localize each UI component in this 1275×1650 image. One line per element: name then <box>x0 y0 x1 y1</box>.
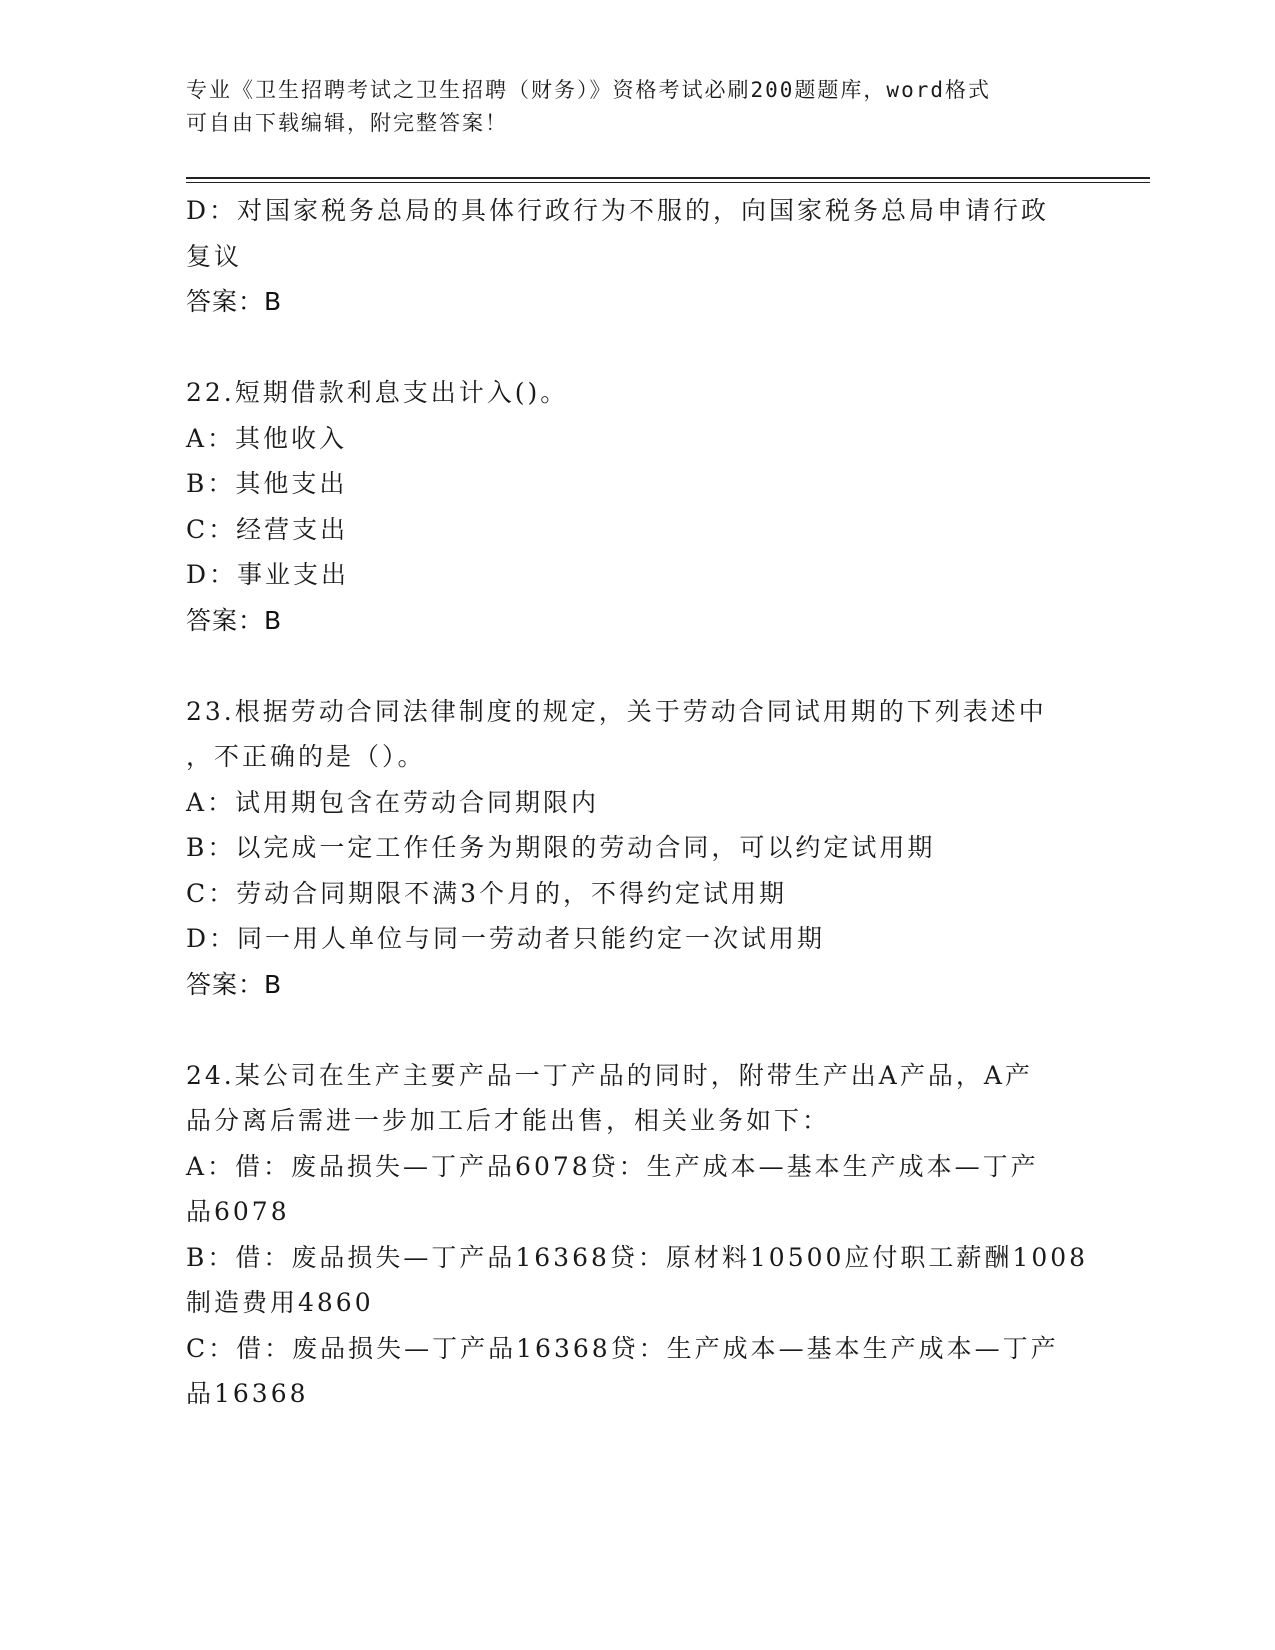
q24-option-a-line-2: 品6078 <box>186 1197 290 1226</box>
q22-option-c: C：经营支出 <box>186 514 349 544</box>
document-header <box>186 74 1066 140</box>
q22-answer: 答案：B <box>186 605 283 635</box>
q22-option-d: D：事业支出 <box>186 560 350 589</box>
spacer <box>186 643 1086 689</box>
q21-answer: 答案：B <box>186 287 283 316</box>
q24-question-line-2: 品分离后需进一步加工后才能出售，相关业务如下： <box>186 1106 831 1135</box>
header-divider <box>186 177 1150 183</box>
q22-question: 22.短期借款利息支出计入()。 <box>186 378 569 407</box>
q23-option-b: B：以完成一定工作任务为期限的劳动合同，可以约定试用期 <box>186 833 936 862</box>
q23-answer: 答案：B <box>186 969 283 999</box>
q24-option-c-line-1: C：借：废品损失—丁产品16368贷：生产成本—基本生产成本—丁产 <box>186 1333 1059 1363</box>
q23-question-line-2: ，不正确的是（）。 <box>186 742 426 771</box>
header-title-line-1: 专业《卫生招聘考试之卫生招聘（财务）》资格考试必刷200题题库，word格式 <box>186 78 991 102</box>
q24-option-b-line-1: B：借：废品损失—丁产品16368贷：原材料10500应付职工薪酬1008 <box>186 1242 1089 1272</box>
header-title-line-2: 可自由下载编辑，附完整答案！ <box>186 111 508 135</box>
q24-question-line-1: 24.某公司在生产主要产品一丁产品的同时，附带生产出A产品，A产 <box>186 1060 1033 1090</box>
spacer <box>186 1007 1086 1053</box>
q24-option-b-line-2: 制造费用4860 <box>186 1288 374 1317</box>
q23-option-c: C：劳动合同期限不满3个月的，不得约定试用期 <box>186 878 788 908</box>
q24-option-c-line-2: 品16368 <box>186 1379 309 1408</box>
spacer <box>186 325 1086 371</box>
q21-option-d-line-1: D：对国家税务总局的具体行政行为不服的，向国家税务总局申请行政 <box>186 196 1050 225</box>
q21-option-d-line-2: 复议 <box>186 241 243 271</box>
q22-option-b: B：其他支出 <box>186 469 348 498</box>
q23-option-d: D：同一用人单位与同一劳动者只能约定一次试用期 <box>186 924 826 953</box>
question-content <box>186 188 1089 1417</box>
q23-question-line-1: 23.根据劳动合同法律制度的规定，关于劳动合同试用期的下列表述中 <box>186 696 1047 726</box>
q24-option-a-line-1: A：借：废品损失—丁产品6078贷：生产成本—基本生产成本—丁产 <box>186 1151 1039 1181</box>
q23-option-a: A：试用期包含在劳动合同期限内 <box>186 787 600 817</box>
q22-option-a: A：其他收入 <box>186 423 348 453</box>
